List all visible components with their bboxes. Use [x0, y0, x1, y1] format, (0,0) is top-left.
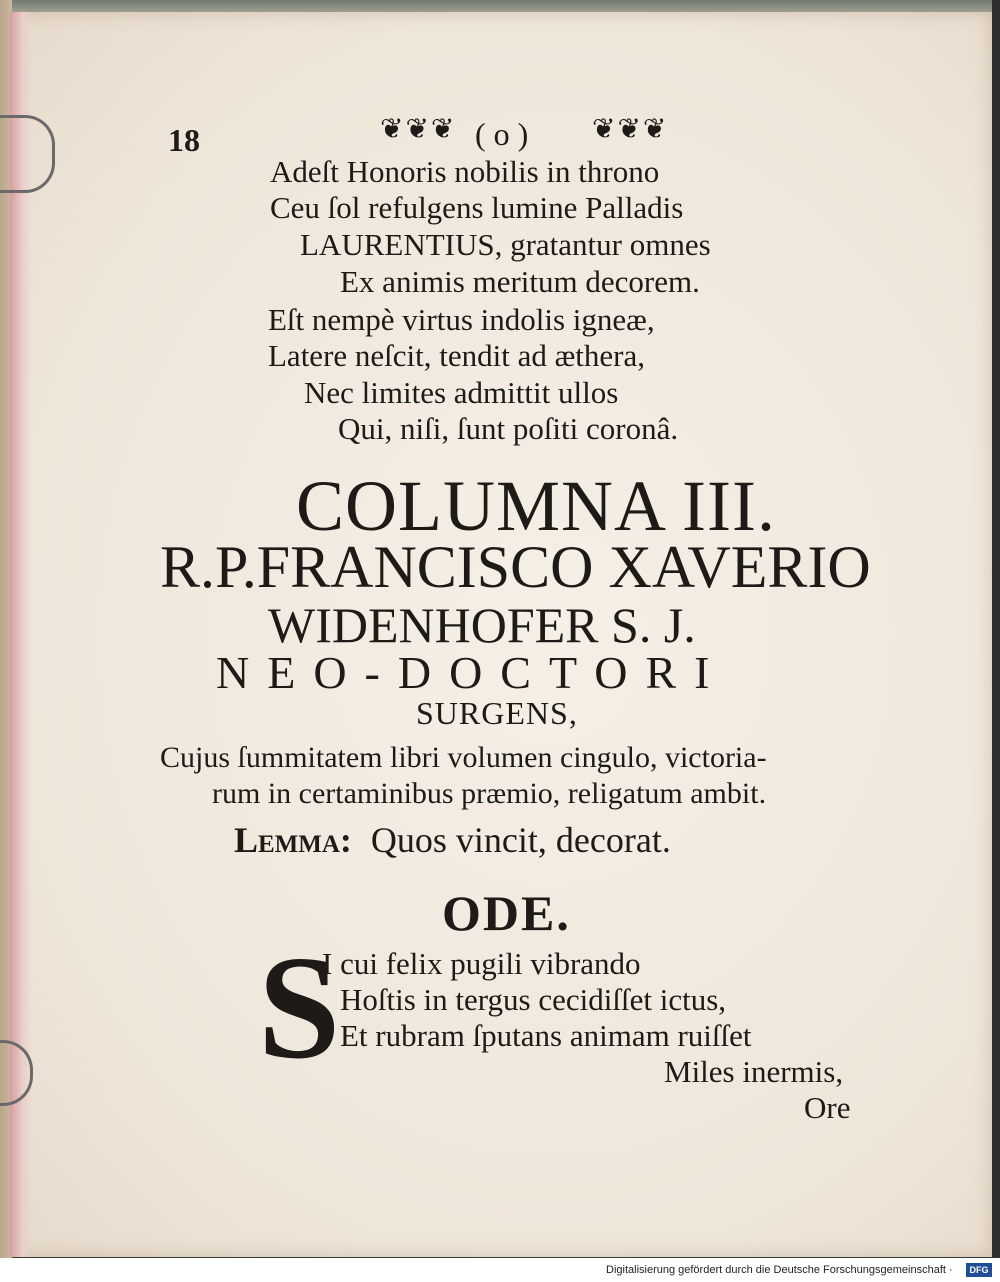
heading-verb: SURGENS, [416, 695, 578, 731]
page-number: 18 [168, 122, 200, 158]
verse-line: Qui, niſi, ſunt poſiti coronâ. [338, 411, 679, 446]
verse-line: Ex animis meritum decorem. [340, 264, 700, 299]
description-line: Cujus ſummitatem libri volumen cingulo, victoria- [160, 741, 767, 774]
digitization-credit: Digitalisierung gefördert durch die Deutsche Forschungsgemeinschaft · [606, 1264, 953, 1276]
ornament-right-icon: ❦❦❦ [592, 114, 669, 145]
signature-mark: ( o ) [475, 116, 529, 152]
ode-line: Hoſtis in tergus cecidiſſet ictus, [340, 982, 727, 1017]
verse-line: LAURENTIUS, gratantur omnes [300, 227, 711, 262]
ode-line: Miles inermis, [664, 1054, 844, 1089]
section-title: COLUMNA III. [296, 466, 776, 546]
ode-title: ODE. [442, 885, 571, 941]
lemma-text: Quos vincit, decorat. [370, 820, 671, 860]
catchword: Ore [804, 1090, 851, 1125]
lemma [234, 818, 671, 862]
ode-line: I cui felix pugili vibrando [322, 946, 641, 981]
verse-line: Ceu ſol refulgens lumine Palladis [270, 190, 684, 225]
dfg-logo: DFG [966, 1263, 992, 1277]
dedicatee-title: NEO-DOCTORI [216, 647, 728, 698]
verse-line: Nec limites admittit ullos [304, 375, 619, 410]
ode-dropcap: S [258, 926, 341, 1090]
ode-line: Et rubram ſputans animam ruiſſet [340, 1018, 752, 1053]
lemma-label: Lemma: [234, 820, 352, 860]
dedicatee-surname: WIDENHOFER S. J. [268, 597, 696, 653]
description-line: rum in certaminibus præmio, religatum ambit. [212, 777, 767, 810]
verse-line: Eſt nempè virtus indolis igneæ, [268, 302, 655, 337]
ornament-left-icon: ❦❦❦ [380, 114, 457, 145]
verse-line: Adeſt Honoris nobilis in throno [270, 154, 660, 189]
dedicatee-name: R.P.FRANCISCO XAVERIO [160, 534, 871, 600]
book-cover-right-edge [992, 0, 1000, 1282]
verse-line: Latere neſcit, tendit ad æthera, [268, 338, 645, 373]
binding-ring-upper [0, 115, 55, 193]
